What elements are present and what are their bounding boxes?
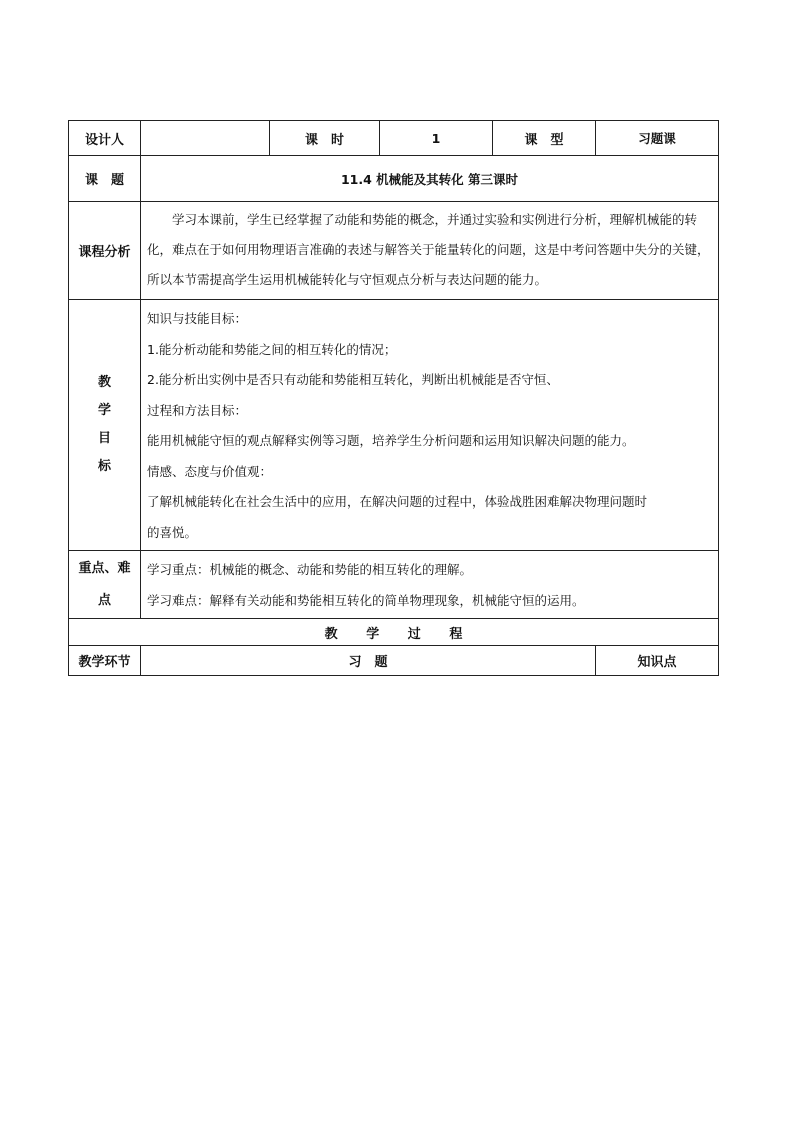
- objective-line: 情感、态度与价值观：: [147, 463, 273, 479]
- topic-label: 课 题: [69, 156, 141, 202]
- objectives-label-char: 标: [97, 459, 111, 474]
- exercise-column-header: 习 题: [141, 646, 596, 676]
- objectives-label-char: 学: [97, 403, 111, 418]
- designer-label: 设计人: [69, 121, 141, 156]
- objective-line: 过程和方法目标：: [147, 402, 248, 418]
- column-header-row: [69, 646, 719, 676]
- key-points-cell: [141, 551, 719, 619]
- analysis-cell: [141, 202, 719, 300]
- type-value: 习题课: [596, 121, 719, 156]
- objectives-label: [69, 300, 141, 551]
- difficulty-text: 学习难点：解释有关动能和势能相互转化的简单物理现象，机械能守恒的运用。: [147, 592, 585, 608]
- topic-value: 11.4 机械能及其转化 第三课时: [141, 156, 719, 202]
- key-points-label: [69, 551, 141, 619]
- designer-value: [141, 121, 270, 156]
- objectives-cell: [141, 300, 719, 551]
- topic-row: [69, 156, 719, 202]
- analysis-text: 学习本课前，学生已经掌握了动能和势能的概念，并通过实验和实例进行分析，理解机械能的转化，难点在于如何用物理语言准确的表述与解答关于能量转化的问题，这是中考问答题中失分的关键，所以本节需提高学生运用机械能转化与守恒观点分析与表达问题的能力。: [147, 212, 710, 287]
- process-title-char: 程: [449, 626, 463, 642]
- objective-line: 2.能分析出实例中是否只有动能和势能相互转化，判断出机械能是否守恒、: [147, 372, 559, 387]
- period-label: 课 时: [270, 121, 380, 156]
- period-value: 1: [380, 121, 493, 156]
- key-points-row: [69, 551, 719, 619]
- header-row: [69, 121, 719, 156]
- process-title-row: [69, 619, 719, 646]
- objectives-label-char: 教: [97, 375, 111, 390]
- process-title-char: 教: [324, 626, 338, 642]
- process-title-char: 学: [366, 626, 380, 642]
- objective-line: 知识与技能目标：: [147, 311, 248, 326]
- objective-line: 能用机械能守恒的观点解释实例等习题，培养学生分析问题和运用知识解决问题的能力。: [147, 433, 635, 448]
- objective-line: 了解机械能转化在社会生活中的应用，在解决问题的过程中，体验战胜困难解决物理问题时: [147, 494, 648, 509]
- objective-line: 1.能分析动能和势能之间的相互转化的情况；: [147, 341, 397, 357]
- type-label: 课 型: [493, 121, 596, 156]
- key-points-label-line: 点: [97, 592, 111, 608]
- objectives-label-char: 目: [97, 431, 111, 446]
- analysis-label: 课程分析: [69, 202, 141, 300]
- objectives-row: [69, 300, 719, 551]
- process-title-char: 过: [407, 626, 421, 642]
- knowledge-column-header: 知识点: [596, 646, 719, 676]
- key-points-label-line: 重点、难: [78, 560, 131, 576]
- lesson-plan-table: [68, 120, 719, 676]
- stage-column-header: 教学环节: [69, 646, 141, 676]
- focus-text: 学习重点：机械能的概念、动能和势能的相互转化的理解。: [147, 562, 473, 577]
- analysis-row: [69, 202, 719, 300]
- objective-line: 的喜悦。: [147, 524, 198, 540]
- process-title: [69, 619, 719, 646]
